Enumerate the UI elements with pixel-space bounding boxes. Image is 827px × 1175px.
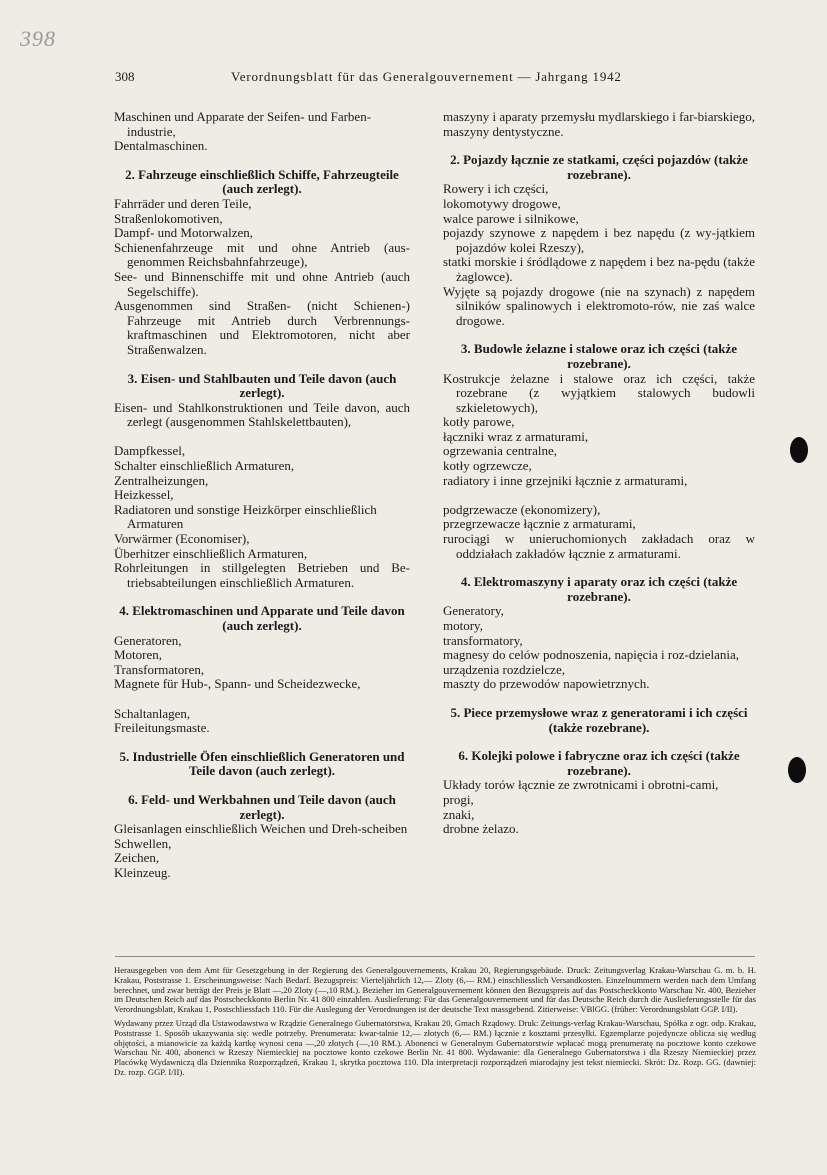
polish-section-4-heading: 4. Elektromaszyny i aparaty oraz ich części (także rozebrane). <box>460 574 738 604</box>
german-item: Ausgenommen sind Straßen- (nicht Schienen-) Fahrzeuge mit Antrieb durch Verbrennungs-kraftmaschinen und Elektromotoren, nicht aber Straßenwalzen. <box>114 298 410 357</box>
polish-section-3-heading: 3. Budowle żelazne i stalowe oraz ich części (także rozebrane). <box>460 341 738 371</box>
polish-section-2-heading: 2. Pojazdy łącznie ze statkami, części pojazdów (także rozebrane). <box>450 152 748 182</box>
polish-item: drobne żelazo. <box>443 821 519 837</box>
polish-item: rurociągi w unieruchomionych zakładach oraz w oddziałach zakładów łącznie z armaturami. <box>443 531 755 561</box>
running-title: Verordnungsblatt für das Generalgouvernement — Jahrgang 1942 <box>231 69 622 84</box>
page-number: 308 <box>115 69 135 84</box>
polish-intro-line: maszyny i aparaty przemysłu mydlarskiego i far-biarskiego, <box>443 109 755 124</box>
german-item: Freileitungsmaste. <box>114 720 210 736</box>
polish-item: podgrzewacze (ekonomizery), <box>443 501 601 517</box>
polish-item: motory, <box>443 618 483 633</box>
polish-item: statki morskie i śródlądowe z napędem i bez na-pędu (także żaglowce). <box>443 254 755 284</box>
german-item: Transformatoren, <box>114 661 205 677</box>
german-section-2-heading: 2. Fahrzeuge einschließlich Schiffe, Fahrzeugteile (auch zerlegt). <box>125 166 399 197</box>
german-intro-line: Maschinen und Apparate der Seifen- und Farben-industrie, <box>114 109 372 139</box>
punch-hole <box>790 437 808 463</box>
german-item: Überhitzer einschließlich Armaturen, <box>114 545 308 561</box>
footer-divider <box>115 956 755 957</box>
german-section-3-heading: 3. Eisen- und Stahlbauten und Teile davon (auch zerlegt). <box>127 370 397 401</box>
polish-item: progi, <box>443 791 474 807</box>
polish-item: walce parowe i silnikowe, <box>443 210 579 226</box>
polish-item: Wyjęte są pojazdy drogowe (nie na szynach) z napędem silników spalinowych i elektromoto-rów, nie zaś walce drogowe. <box>443 283 755 328</box>
polish-item: urządzenia rozdzielcze, <box>443 661 565 677</box>
polish-item: pojazdy szynowe z napędem i bez napędu (z wy-jątkiem pojazdów kolei Rzeszy), <box>443 225 755 255</box>
polish-item: Kostrukcje żelazne i stalowe oraz ich części, także rozebrane (z wyjątkiem stalowych budowli szkieletowych), <box>443 370 755 415</box>
german-item: Dampfkessel, <box>114 443 186 459</box>
footer-german-text: Herausgegeben von dem Amt für Gesetzgebung in der Regierung des Generalgouvernements, Krakau 20, Regierungsgebäude. Druck: Zeitungsverlag Krakau-Warschau G. m. b. H. Krakau, Poststrasse 1. Erscheinungsweise: Nach Bedarf. Bezugspreis: Vierteljährlich 12,— Zloty (6,— RM.) einschliesslich Versandkosten. Einzelnummern werden nach dem Umfang berechnet, und zwar beträgt der Preis je Blatt —,20 Zloty (—,10 RM.). Bezieher im Generalgouvernement können den Bezugspreis auf das Postscheckkonto Warschau Nr. 400, Bezieher im Deutschen Reich auf das Postscheckkonto Berlin Nr. 41 800 einzahlen. Auslieferung: Für das Generalgouvernement und für das Deutsche Reich durch die Auslieferungsstelle für das Verordnungsblatt, Krakau 1, Postschliessfach 110. Für die Auslegung der Verordnungen ist der deutsche Text massgebend. Zitierweise: VBlGG. (früher: Verordnungsblatt GGP. I/II). <box>114 965 756 1015</box>
polish-item: znaki, <box>443 806 475 822</box>
polish-item: transformatory, <box>443 632 523 648</box>
german-item: Schwellen, <box>114 835 172 851</box>
polish-item: kotły ogrzewcze, <box>443 458 532 474</box>
polish-item: kotły parowe, <box>443 414 515 430</box>
german-intro-line: Dentalmaschinen. <box>114 138 208 154</box>
german-item: Straßenlokomotiven, <box>114 210 223 226</box>
german-section-6-heading: 6. Feld- und Werkbahnen und Teile davon (auch zerlegt). <box>128 791 396 822</box>
polish-item: radiatory i inne grzejniki łącznie z armaturami, <box>443 472 688 488</box>
german-item: Vorwärmer (Economiser), <box>114 531 250 547</box>
polish-item: Generatory, <box>443 603 504 619</box>
polish-item: przegrzewacze łącznie z armaturami, <box>443 516 636 532</box>
polish-item: lokomotywy drogowe, <box>443 195 561 211</box>
german-column <box>114 110 410 881</box>
german-item: Schienenfahrzeuge mit und ohne Antrieb (aus-genommen Reichsbahnfahrzeuge), <box>114 239 410 270</box>
german-item: Magnete für Hub-, Spann- und Scheidezwecke, <box>114 676 361 692</box>
polish-intro-line: maszyny dentystyczne. <box>443 123 564 139</box>
polish-section-6-heading: 6. Kolejki polowe i fabryczne oraz ich części (także rozebrane). <box>458 748 740 778</box>
german-item: Motoren, <box>114 647 163 663</box>
german-item: Dampf- und Motorwalzen, <box>114 225 253 241</box>
german-item: Zeichen, <box>114 850 160 866</box>
german-item: Gleisanlagen einschließlich Weichen und Dreh-scheiben <box>114 821 408 837</box>
german-item: Schalter einschließlich Armaturen, <box>114 458 295 474</box>
german-item: Rohrleitungen in stillgelegten Betrieben und Be-triebsabteilungen einschließlich Armaturen. <box>114 560 410 590</box>
polish-item: maszty do przewodów napowietrznych. <box>443 676 650 692</box>
german-item: Radiatoren und sonstige Heizkörper einschließlich Armaturen <box>114 501 377 532</box>
german-item: See- und Binnenschiffe mit und ohne Antrieb (auch Segelschiffe). <box>114 268 410 299</box>
german-item: Schaltanlagen, <box>114 705 191 721</box>
punch-hole <box>788 757 806 783</box>
polish-item: ogrzewania centralne, <box>443 443 558 459</box>
german-item: Zentralheizungen, <box>114 472 209 488</box>
polish-item: magnesy do celów podnoszenia, napięcia i roz-dzielania, <box>443 647 739 663</box>
polish-section-5-heading: 5. Piece przemysłowe wraz z generatorami i ich części (także rozebrane). <box>450 704 748 735</box>
polish-item: Rowery i ich części, <box>443 181 549 197</box>
german-item: Fahrräder und deren Teile, <box>114 195 252 211</box>
footer-polish-text: Wydawany przez Urząd dla Ustawodawstwa w Rządzie Generalnego Gubernatorstwa, Krakau 20, Gmach Rządowy. Druk: Zeitungs-verlag Krakau-Warschau, Spółka z ogr. odp. Krakau, Poststrasse 1. Sposób ukazywania się: wedle potrzeby. Prenumerata: kwar-talnie 12,— złotych (6,— RM.) łącznie z kosztami przesyłki. Egzemplarze pojedyncze oblicza się według objętości, a mianowicie za każdą kartkę wynosi cena —,20 złotych (—,10 RM.). Abonenci w Generalnym Gubernatorstwie wpłacać mogą prenumeratę na pocztowe konto czekowe Warschau Nr. 400, abonenci w Rzeszy Niemieckiej na pocztowe konto czekowe Berlin Nr. 41 800. Wydawanie: dla Generalnego Gubernatorstwa i dla Rzeszy Niemieckiej przez Placówkę Wydawniczą dla Dziennika Rozporządzeń, Krakau 1, skrytka pocztowa 110. Dla interpretacji rozporządzeń miarodajny jest tekst niemiecki. Skrót: Dz. Rozp. GG. (dawniej: Dz. rozp. GGP. I/II). <box>114 1017 756 1077</box>
polish-item: łączniki wraz z armaturami, <box>443 428 589 444</box>
german-item: Kleinzeug. <box>114 864 171 880</box>
german-section-5-heading: 5. Industrielle Öfen einschließlich Generatoren und Teile davon (auch zerlegt). <box>119 748 405 779</box>
german-item: Heizkessel, <box>114 487 174 503</box>
polish-item: Układy torów łącznie ze zwrotnicami i obrotni-cami, <box>443 777 719 793</box>
german-section-4-heading: 4. Elektromaschinen und Apparate und Teile davon (auch zerlegt). <box>119 603 405 633</box>
handwritten-annotation: 398 <box>20 26 56 51</box>
publication-footer <box>114 966 756 1078</box>
german-item: Eisen- und Stahlkonstruktionen und Teile davon, auch zerlegt (ausgenommen Stahlskelettbauten), <box>114 399 410 430</box>
polish-column <box>443 110 755 837</box>
german-item: Generatoren, <box>114 632 182 648</box>
